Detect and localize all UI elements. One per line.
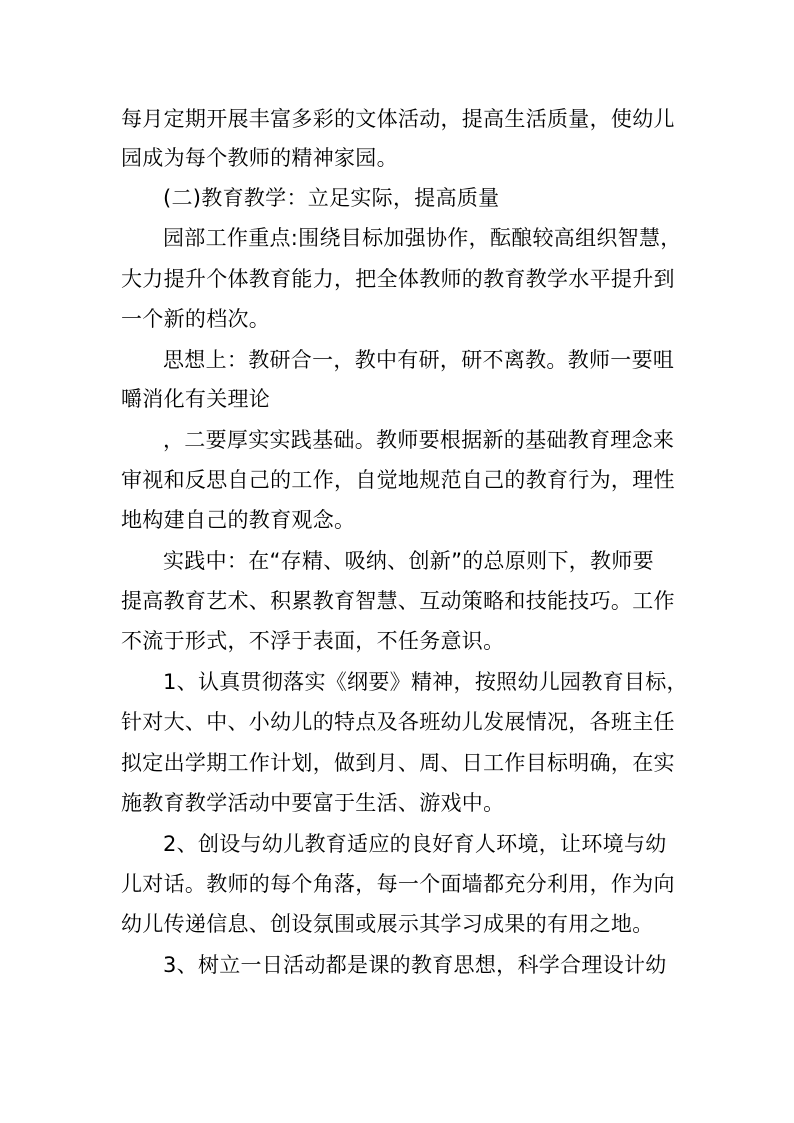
text-line: 拟定出学期工作计划，做到月、周、日工作目标明确，在实 [121,751,675,775]
text-line: ，二要厚实实践基础。教师要根据新的基础教育理念来 [163,428,675,452]
text-line: 思想上：教研合一，教中有研，研不离教。教师一要咀 [163,348,675,372]
text-line: 一个新的档次。 [121,307,271,331]
list-item: 1、认真贯彻落实《纲要》精神，按照幼儿园教育目标， [163,670,688,694]
text-line: 针对大、中、小幼儿的特点及各班幼儿发展情况，各班主任 [121,710,675,734]
list-item: 2、创设与幼儿教育适应的良好育人环境，让环境与幼 [163,832,667,856]
text-line: 施教育教学活动中要富于生活、游戏中。 [121,791,505,815]
text-line: 提高教育艺术、积累教育智慧、互动策略和技能技巧。工作 [121,589,675,613]
text-line: 实践中：在“存精、吸纳、创新”的总原则下，教师要 [163,549,654,573]
text-line: 审视和反思自己的工作，自觉地规范自己的教育行为，理性 [121,468,675,492]
text-line: 儿对话。教师的每个角落，每一个面墙都充分利用，作为向 [121,872,675,896]
list-item: 3、树立一日活动都是课的教育思想，科学合理设计幼 [163,953,667,977]
text-line: 不流于形式，不浮于表面，不任务意识。 [121,629,505,653]
text-line: 每月定期开展丰富多彩的文体活动，提高生活质量，使幼儿 [121,107,675,131]
text-line: 幼儿传递信息、创设氛围或展示其学习成果的有用之地。 [121,912,654,936]
text-line: 地构建自己的教育观念。 [121,508,356,532]
section-heading: (二)教育教学：立足实际，提高质量 [163,186,500,210]
text-line: 嚼消化有关理论 [121,387,271,411]
text-line: 大力提升个体教育能力，把全体教师的教育教学水平提升到 [121,267,675,291]
text-line: 园部工作重点:围绕目标加强协作，酝酿较高组织智慧， [163,226,682,250]
text-line: 园成为每个教师的精神家园。 [121,146,398,170]
